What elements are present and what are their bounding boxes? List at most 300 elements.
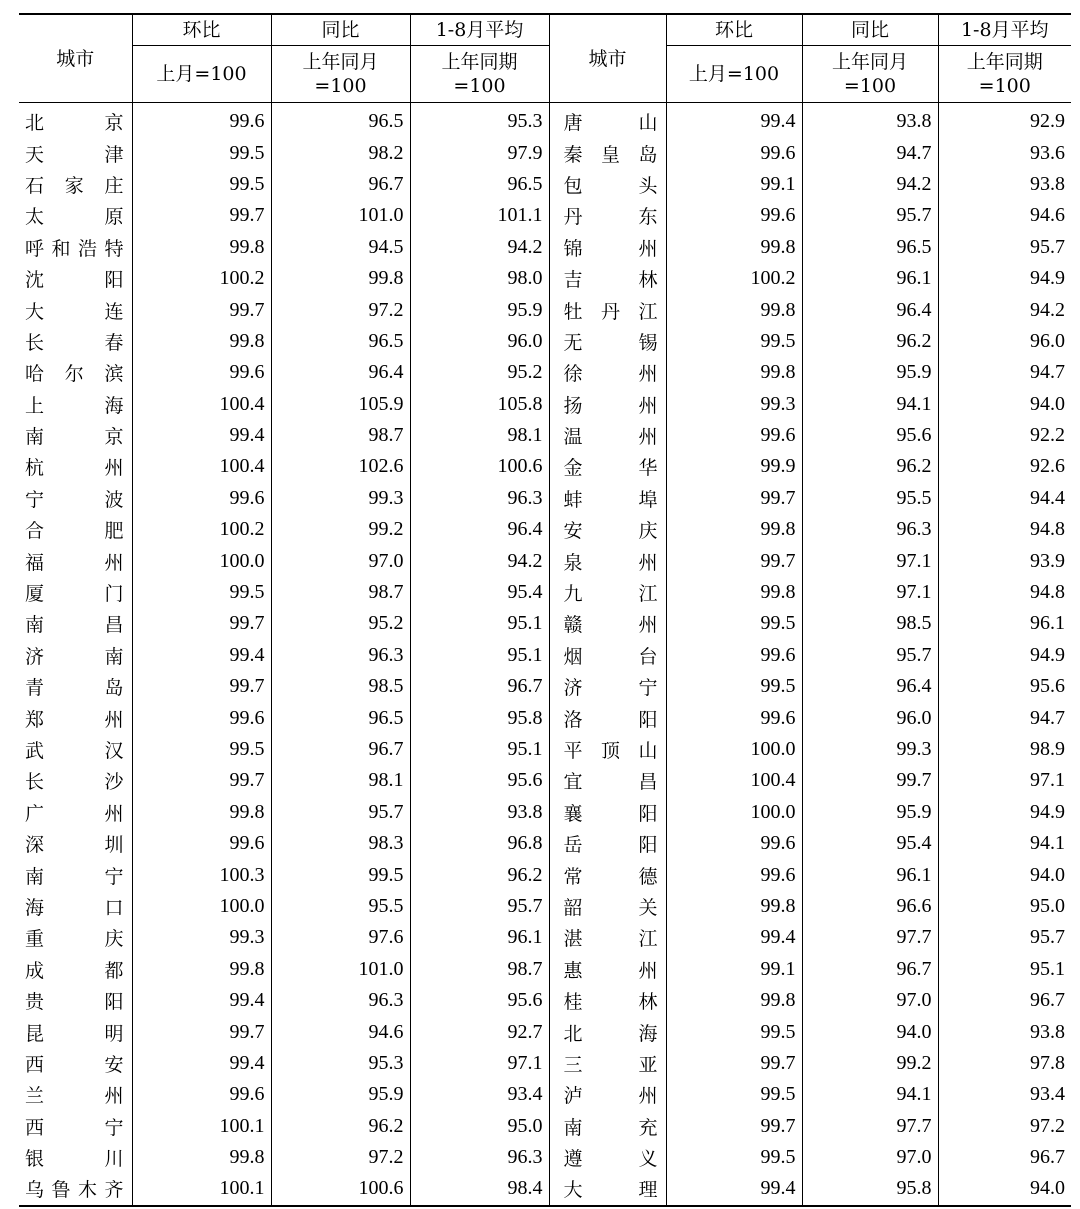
value-mom-left: 99.7 <box>132 608 271 639</box>
value-mom-left: 100.0 <box>132 545 271 576</box>
city-name-left <box>19 608 132 639</box>
value-avg-left: 95.9 <box>410 294 549 325</box>
value-mom-right: 99.5 <box>666 326 802 357</box>
value-avg-right: 94.7 <box>938 357 1071 388</box>
city-name-left <box>19 734 132 765</box>
city-char: 九 <box>563 583 583 606</box>
header-row-2 <box>19 46 1071 103</box>
value-avg-right: 94.8 <box>938 577 1071 608</box>
city-name-left <box>19 671 132 702</box>
city-char: 温 <box>563 426 583 449</box>
table-row <box>19 232 1071 263</box>
city-name-right <box>549 859 666 890</box>
city-char: 南 <box>104 645 124 668</box>
city-char: 岳 <box>563 834 583 857</box>
city-char: 阳 <box>104 269 124 292</box>
value-yoy-right: 96.0 <box>802 702 938 733</box>
value-avg-left: 98.0 <box>410 263 549 294</box>
value-yoy-left: 97.6 <box>271 922 410 953</box>
value-mom-right: 99.4 <box>666 103 802 138</box>
value-avg-left: 95.7 <box>410 891 549 922</box>
city-char: 连 <box>104 300 124 323</box>
city-name-right <box>549 514 666 545</box>
value-mom-left: 99.7 <box>132 671 271 702</box>
city-char: 圳 <box>104 834 124 857</box>
value-mom-left: 99.3 <box>132 922 271 953</box>
city-char: 江 <box>638 928 658 951</box>
value-mom-right: 99.8 <box>666 294 802 325</box>
city-char: 赣 <box>563 614 583 637</box>
city-char: 州 <box>104 708 124 731</box>
value-mom-left: 99.6 <box>132 828 271 859</box>
city-char: 长 <box>25 331 45 354</box>
city-name-right <box>549 232 666 263</box>
value-mom-left: 99.8 <box>132 1142 271 1173</box>
city-name-left <box>19 1142 132 1173</box>
city-char: 充 <box>638 1116 658 1139</box>
value-mom-right: 99.5 <box>666 1079 802 1110</box>
value-mom-left: 99.7 <box>132 765 271 796</box>
value-avg-left: 96.7 <box>410 671 549 702</box>
city-name-left <box>19 294 132 325</box>
value-avg-right: 98.9 <box>938 734 1071 765</box>
city-name-left <box>19 483 132 514</box>
value-avg-left: 96.1 <box>410 922 549 953</box>
value-mom-right: 99.8 <box>666 891 802 922</box>
table-row <box>19 640 1071 671</box>
table-row <box>19 1079 1071 1110</box>
value-avg-left: 97.9 <box>410 137 549 168</box>
value-yoy-left: 94.6 <box>271 1016 410 1047</box>
value-mom-left: 99.6 <box>132 357 271 388</box>
value-avg-right: 92.2 <box>938 420 1071 451</box>
city-char: 北 <box>563 1022 583 1045</box>
city-name-right <box>549 1142 666 1173</box>
city-char: 乌 <box>25 1179 45 1202</box>
value-yoy-right: 95.9 <box>802 357 938 388</box>
value-avg-right: 94.1 <box>938 828 1071 859</box>
value-yoy-left: 95.5 <box>271 891 410 922</box>
value-yoy-left: 96.2 <box>271 1111 410 1142</box>
city-char: 东 <box>638 206 658 229</box>
value-yoy-right: 95.8 <box>802 1173 938 1205</box>
value-yoy-right: 96.2 <box>802 451 938 482</box>
value-yoy-left: 94.5 <box>271 232 410 263</box>
city-char: 京 <box>104 426 124 449</box>
table-row <box>19 985 1071 1016</box>
table-row <box>19 828 1071 859</box>
city-char: 徐 <box>563 363 583 386</box>
city-char: 华 <box>638 457 658 480</box>
table-row <box>19 1173 1071 1205</box>
value-yoy-left: 98.3 <box>271 828 410 859</box>
city-char: 三 <box>563 1053 583 1076</box>
city-char: 阳 <box>638 834 658 857</box>
city-name-left <box>19 891 132 922</box>
city-char: 原 <box>104 206 124 229</box>
city-char: 阳 <box>638 708 658 731</box>
table-row <box>19 294 1071 325</box>
value-yoy-right: 95.6 <box>802 420 938 451</box>
city-char: 西 <box>25 1053 45 1076</box>
city-name-right <box>549 922 666 953</box>
city-name-left <box>19 357 132 388</box>
value-yoy-left: 98.5 <box>271 671 410 702</box>
city-char: 门 <box>104 583 124 606</box>
value-yoy-left: 99.5 <box>271 859 410 890</box>
city-name-left <box>19 420 132 451</box>
city-char: 长 <box>25 771 45 794</box>
value-avg-left: 93.8 <box>410 797 549 828</box>
city-char: 大 <box>563 1179 583 1202</box>
city-char: 州 <box>638 363 658 386</box>
value-mom-left: 99.5 <box>132 734 271 765</box>
value-mom-left: 100.3 <box>132 859 271 890</box>
header-yoy-base-right: 上年同月 =100 <box>802 46 938 103</box>
city-char: 江 <box>638 300 658 323</box>
city-name-right <box>549 483 666 514</box>
city-char: 鲁 <box>51 1179 71 1202</box>
city-char: 包 <box>563 174 583 197</box>
value-yoy-right: 99.2 <box>802 1048 938 1079</box>
city-name-right <box>549 577 666 608</box>
city-char: 常 <box>563 865 583 888</box>
value-avg-left: 94.2 <box>410 232 549 263</box>
value-avg-left: 97.1 <box>410 1048 549 1079</box>
value-mom-left: 99.4 <box>132 985 271 1016</box>
city-name-left <box>19 451 132 482</box>
city-name-right <box>549 1173 666 1205</box>
value-yoy-left: 98.7 <box>271 577 410 608</box>
city-char: 郑 <box>25 708 45 731</box>
city-char: 牡 <box>563 300 583 323</box>
value-yoy-left: 99.3 <box>271 483 410 514</box>
city-name-left <box>19 1173 132 1205</box>
value-yoy-right: 94.1 <box>802 389 938 420</box>
value-mom-right: 100.2 <box>666 263 802 294</box>
city-char: 庆 <box>104 928 124 951</box>
city-char: 大 <box>25 300 45 323</box>
city-char: 江 <box>638 583 658 606</box>
city-char: 宁 <box>25 488 45 511</box>
table-row <box>19 1016 1071 1047</box>
city-char: 皇 <box>600 143 620 166</box>
city-char: 昌 <box>104 614 124 637</box>
value-avg-left: 98.4 <box>410 1173 549 1205</box>
city-char: 春 <box>104 331 124 354</box>
table-row <box>19 922 1071 953</box>
value-yoy-left: 99.8 <box>271 263 410 294</box>
value-yoy-right: 96.4 <box>802 294 938 325</box>
value-avg-right: 94.6 <box>938 200 1071 231</box>
value-avg-left: 95.1 <box>410 608 549 639</box>
value-avg-left: 95.2 <box>410 357 549 388</box>
table-row <box>19 200 1071 231</box>
city-char: 顶 <box>600 740 620 762</box>
value-mom-right: 99.4 <box>666 1173 802 1205</box>
value-mom-left: 100.1 <box>132 1173 271 1205</box>
value-yoy-right: 95.7 <box>802 200 938 231</box>
value-mom-right: 99.6 <box>666 702 802 733</box>
value-yoy-right: 97.0 <box>802 1142 938 1173</box>
city-char: 丹 <box>563 206 583 229</box>
value-avg-right: 94.0 <box>938 389 1071 420</box>
value-mom-left: 99.6 <box>132 103 271 138</box>
value-avg-right: 94.9 <box>938 263 1071 294</box>
value-avg-right: 93.9 <box>938 545 1071 576</box>
city-name-left <box>19 514 132 545</box>
city-char: 山 <box>638 740 658 762</box>
city-name-right <box>549 797 666 828</box>
city-char: 南 <box>563 1116 583 1139</box>
city-char: 湛 <box>563 928 583 951</box>
value-mom-left: 99.8 <box>132 954 271 985</box>
table-row <box>19 103 1071 138</box>
value-yoy-left: 96.5 <box>271 326 410 357</box>
value-yoy-right: 97.1 <box>802 545 938 576</box>
value-avg-left: 96.3 <box>410 483 549 514</box>
city-char: 宁 <box>104 1116 124 1139</box>
table-row <box>19 891 1071 922</box>
city-char: 西 <box>25 1116 45 1139</box>
city-char: 义 <box>638 1148 658 1171</box>
table-row <box>19 420 1071 451</box>
value-yoy-right: 93.8 <box>802 103 938 138</box>
city-name-right <box>549 891 666 922</box>
city-char: 川 <box>104 1148 124 1171</box>
city-char: 口 <box>104 896 124 919</box>
city-name-left <box>19 137 132 168</box>
city-name-right <box>549 294 666 325</box>
value-yoy-right: 98.5 <box>802 608 938 639</box>
city-char: 庄 <box>104 174 124 197</box>
city-name-left <box>19 1079 132 1110</box>
header-avg-base-left: 上年同期 =100 <box>410 46 549 103</box>
city-char: 州 <box>638 237 658 260</box>
city-name-right <box>549 357 666 388</box>
value-avg-right: 92.6 <box>938 451 1071 482</box>
value-avg-left: 95.1 <box>410 734 549 765</box>
value-mom-right: 99.9 <box>666 451 802 482</box>
city-char: 宁 <box>638 677 658 700</box>
city-char: 林 <box>638 991 658 1014</box>
city-char: 无 <box>563 331 583 354</box>
city-char: 州 <box>638 551 658 574</box>
value-yoy-left: 96.7 <box>271 169 410 200</box>
city-name-right <box>549 389 666 420</box>
city-char: 泸 <box>563 1085 583 1108</box>
value-mom-right: 100.0 <box>666 797 802 828</box>
city-char: 重 <box>25 928 45 951</box>
header-mom-left: 环比 <box>132 14 271 46</box>
value-avg-left: 95.3 <box>410 103 549 138</box>
value-mom-right: 99.8 <box>666 577 802 608</box>
city-char: 蚌 <box>563 488 583 511</box>
value-avg-right: 95.0 <box>938 891 1071 922</box>
table-row <box>19 137 1071 168</box>
city-name-right <box>549 545 666 576</box>
value-yoy-right: 95.4 <box>802 828 938 859</box>
table-row <box>19 514 1071 545</box>
city-char: 成 <box>25 959 45 982</box>
header-avg-base-right: 上年同期 =100 <box>938 46 1071 103</box>
city-char: 关 <box>638 896 658 919</box>
value-mom-left: 99.8 <box>132 797 271 828</box>
city-char: 特 <box>104 237 124 260</box>
city-name-left <box>19 232 132 263</box>
city-char: 肥 <box>104 520 124 543</box>
value-yoy-right: 94.7 <box>802 137 938 168</box>
city-name-left <box>19 200 132 231</box>
value-yoy-left: 95.2 <box>271 608 410 639</box>
value-yoy-right: 97.1 <box>802 577 938 608</box>
city-name-left <box>19 389 132 420</box>
value-yoy-right: 96.6 <box>802 891 938 922</box>
value-yoy-left: 95.3 <box>271 1048 410 1079</box>
value-yoy-left: 95.9 <box>271 1079 410 1110</box>
value-avg-left: 95.6 <box>410 985 549 1016</box>
city-name-left <box>19 545 132 576</box>
city-name-right <box>549 263 666 294</box>
value-yoy-left: 98.7 <box>271 420 410 451</box>
table-row <box>19 326 1071 357</box>
city-name-right <box>549 1079 666 1110</box>
header-mom-base-right: 上月=100 <box>666 46 802 103</box>
value-mom-left: 99.6 <box>132 702 271 733</box>
city-char: 银 <box>25 1148 45 1171</box>
city-char: 呼 <box>25 237 45 260</box>
value-mom-left: 99.4 <box>132 1048 271 1079</box>
value-yoy-left: 96.5 <box>271 702 410 733</box>
value-mom-right: 99.8 <box>666 985 802 1016</box>
table-row <box>19 1111 1071 1142</box>
value-avg-left: 96.3 <box>410 1142 549 1173</box>
city-char: 浩 <box>77 237 97 260</box>
value-avg-right: 94.7 <box>938 702 1071 733</box>
city-name-left <box>19 640 132 671</box>
value-avg-right: 95.1 <box>938 954 1071 985</box>
value-avg-right: 97.2 <box>938 1111 1071 1142</box>
city-name-right <box>549 671 666 702</box>
value-avg-left: 96.5 <box>410 169 549 200</box>
city-name-right <box>549 137 666 168</box>
value-mom-right: 99.1 <box>666 169 802 200</box>
value-avg-right: 94.0 <box>938 1173 1071 1205</box>
city-char: 福 <box>25 551 45 574</box>
city-name-right <box>549 420 666 451</box>
header-mom-base-left: 上月=100 <box>132 46 271 103</box>
city-char: 明 <box>104 1022 124 1045</box>
value-yoy-left: 97.0 <box>271 545 410 576</box>
city-name-left <box>19 1111 132 1142</box>
value-yoy-left: 99.2 <box>271 514 410 545</box>
city-char: 都 <box>104 959 124 982</box>
city-char: 州 <box>104 457 124 480</box>
value-avg-right: 97.8 <box>938 1048 1071 1079</box>
value-yoy-right: 95.5 <box>802 483 938 514</box>
city-char: 岛 <box>104 677 124 700</box>
city-char: 沈 <box>25 269 45 292</box>
city-name-left <box>19 828 132 859</box>
value-mom-right: 100.0 <box>666 734 802 765</box>
value-avg-left: 93.4 <box>410 1079 549 1110</box>
value-yoy-left: 97.2 <box>271 1142 410 1173</box>
value-avg-right: 93.6 <box>938 137 1071 168</box>
city-char: 青 <box>25 677 45 700</box>
value-mom-right: 99.6 <box>666 859 802 890</box>
value-yoy-left: 100.6 <box>271 1173 410 1205</box>
city-char: 台 <box>638 645 658 668</box>
value-yoy-right: 99.3 <box>802 734 938 765</box>
value-avg-right: 94.9 <box>938 640 1071 671</box>
city-char: 金 <box>563 457 583 480</box>
value-mom-left: 99.4 <box>132 640 271 671</box>
value-mom-right: 99.7 <box>666 1048 802 1079</box>
city-char: 州 <box>104 1085 124 1108</box>
city-char: 州 <box>104 802 124 825</box>
value-yoy-right: 95.7 <box>802 640 938 671</box>
city-char: 济 <box>563 677 583 700</box>
value-yoy-left: 96.3 <box>271 640 410 671</box>
value-avg-left: 92.7 <box>410 1016 549 1047</box>
table-row <box>19 859 1071 890</box>
city-char: 亚 <box>638 1053 658 1076</box>
value-mom-right: 99.4 <box>666 922 802 953</box>
value-yoy-right: 94.1 <box>802 1079 938 1110</box>
city-char: 广 <box>25 802 45 825</box>
city-char: 宁 <box>104 865 124 888</box>
city-char: 岛 <box>638 143 658 166</box>
city-char: 德 <box>638 865 658 888</box>
value-mom-right: 99.8 <box>666 514 802 545</box>
city-name-left <box>19 103 132 138</box>
value-avg-right: 93.8 <box>938 169 1071 200</box>
value-yoy-left: 101.0 <box>271 954 410 985</box>
value-yoy-right: 96.2 <box>802 326 938 357</box>
value-mom-left: 99.8 <box>132 326 271 357</box>
city-char: 滨 <box>104 363 124 386</box>
city-name-right <box>549 608 666 639</box>
value-avg-right: 97.1 <box>938 765 1071 796</box>
value-yoy-right: 96.4 <box>802 671 938 702</box>
value-yoy-left: 96.4 <box>271 357 410 388</box>
value-yoy-right: 97.7 <box>802 1111 938 1142</box>
value-yoy-left: 101.0 <box>271 200 410 231</box>
city-char: 州 <box>638 959 658 982</box>
table-row <box>19 608 1071 639</box>
value-avg-left: 105.8 <box>410 389 549 420</box>
city-char: 木 <box>77 1179 97 1202</box>
city-char: 安 <box>563 520 583 543</box>
city-name-left <box>19 1016 132 1047</box>
value-mom-right: 99.6 <box>666 137 802 168</box>
value-mom-right: 99.8 <box>666 357 802 388</box>
city-name-left <box>19 985 132 1016</box>
table-body <box>19 103 1071 1206</box>
city-char: 丹 <box>600 300 620 323</box>
value-mom-left: 99.7 <box>132 294 271 325</box>
city-char: 齐 <box>104 1179 124 1202</box>
table-row <box>19 545 1071 576</box>
value-avg-right: 96.7 <box>938 1142 1071 1173</box>
value-avg-right: 94.9 <box>938 797 1071 828</box>
city-char: 北 <box>25 112 45 135</box>
value-avg-left: 95.1 <box>410 640 549 671</box>
value-avg-right: 96.0 <box>938 326 1071 357</box>
city-name-left <box>19 797 132 828</box>
city-name-left <box>19 169 132 200</box>
city-char: 海 <box>25 896 45 919</box>
